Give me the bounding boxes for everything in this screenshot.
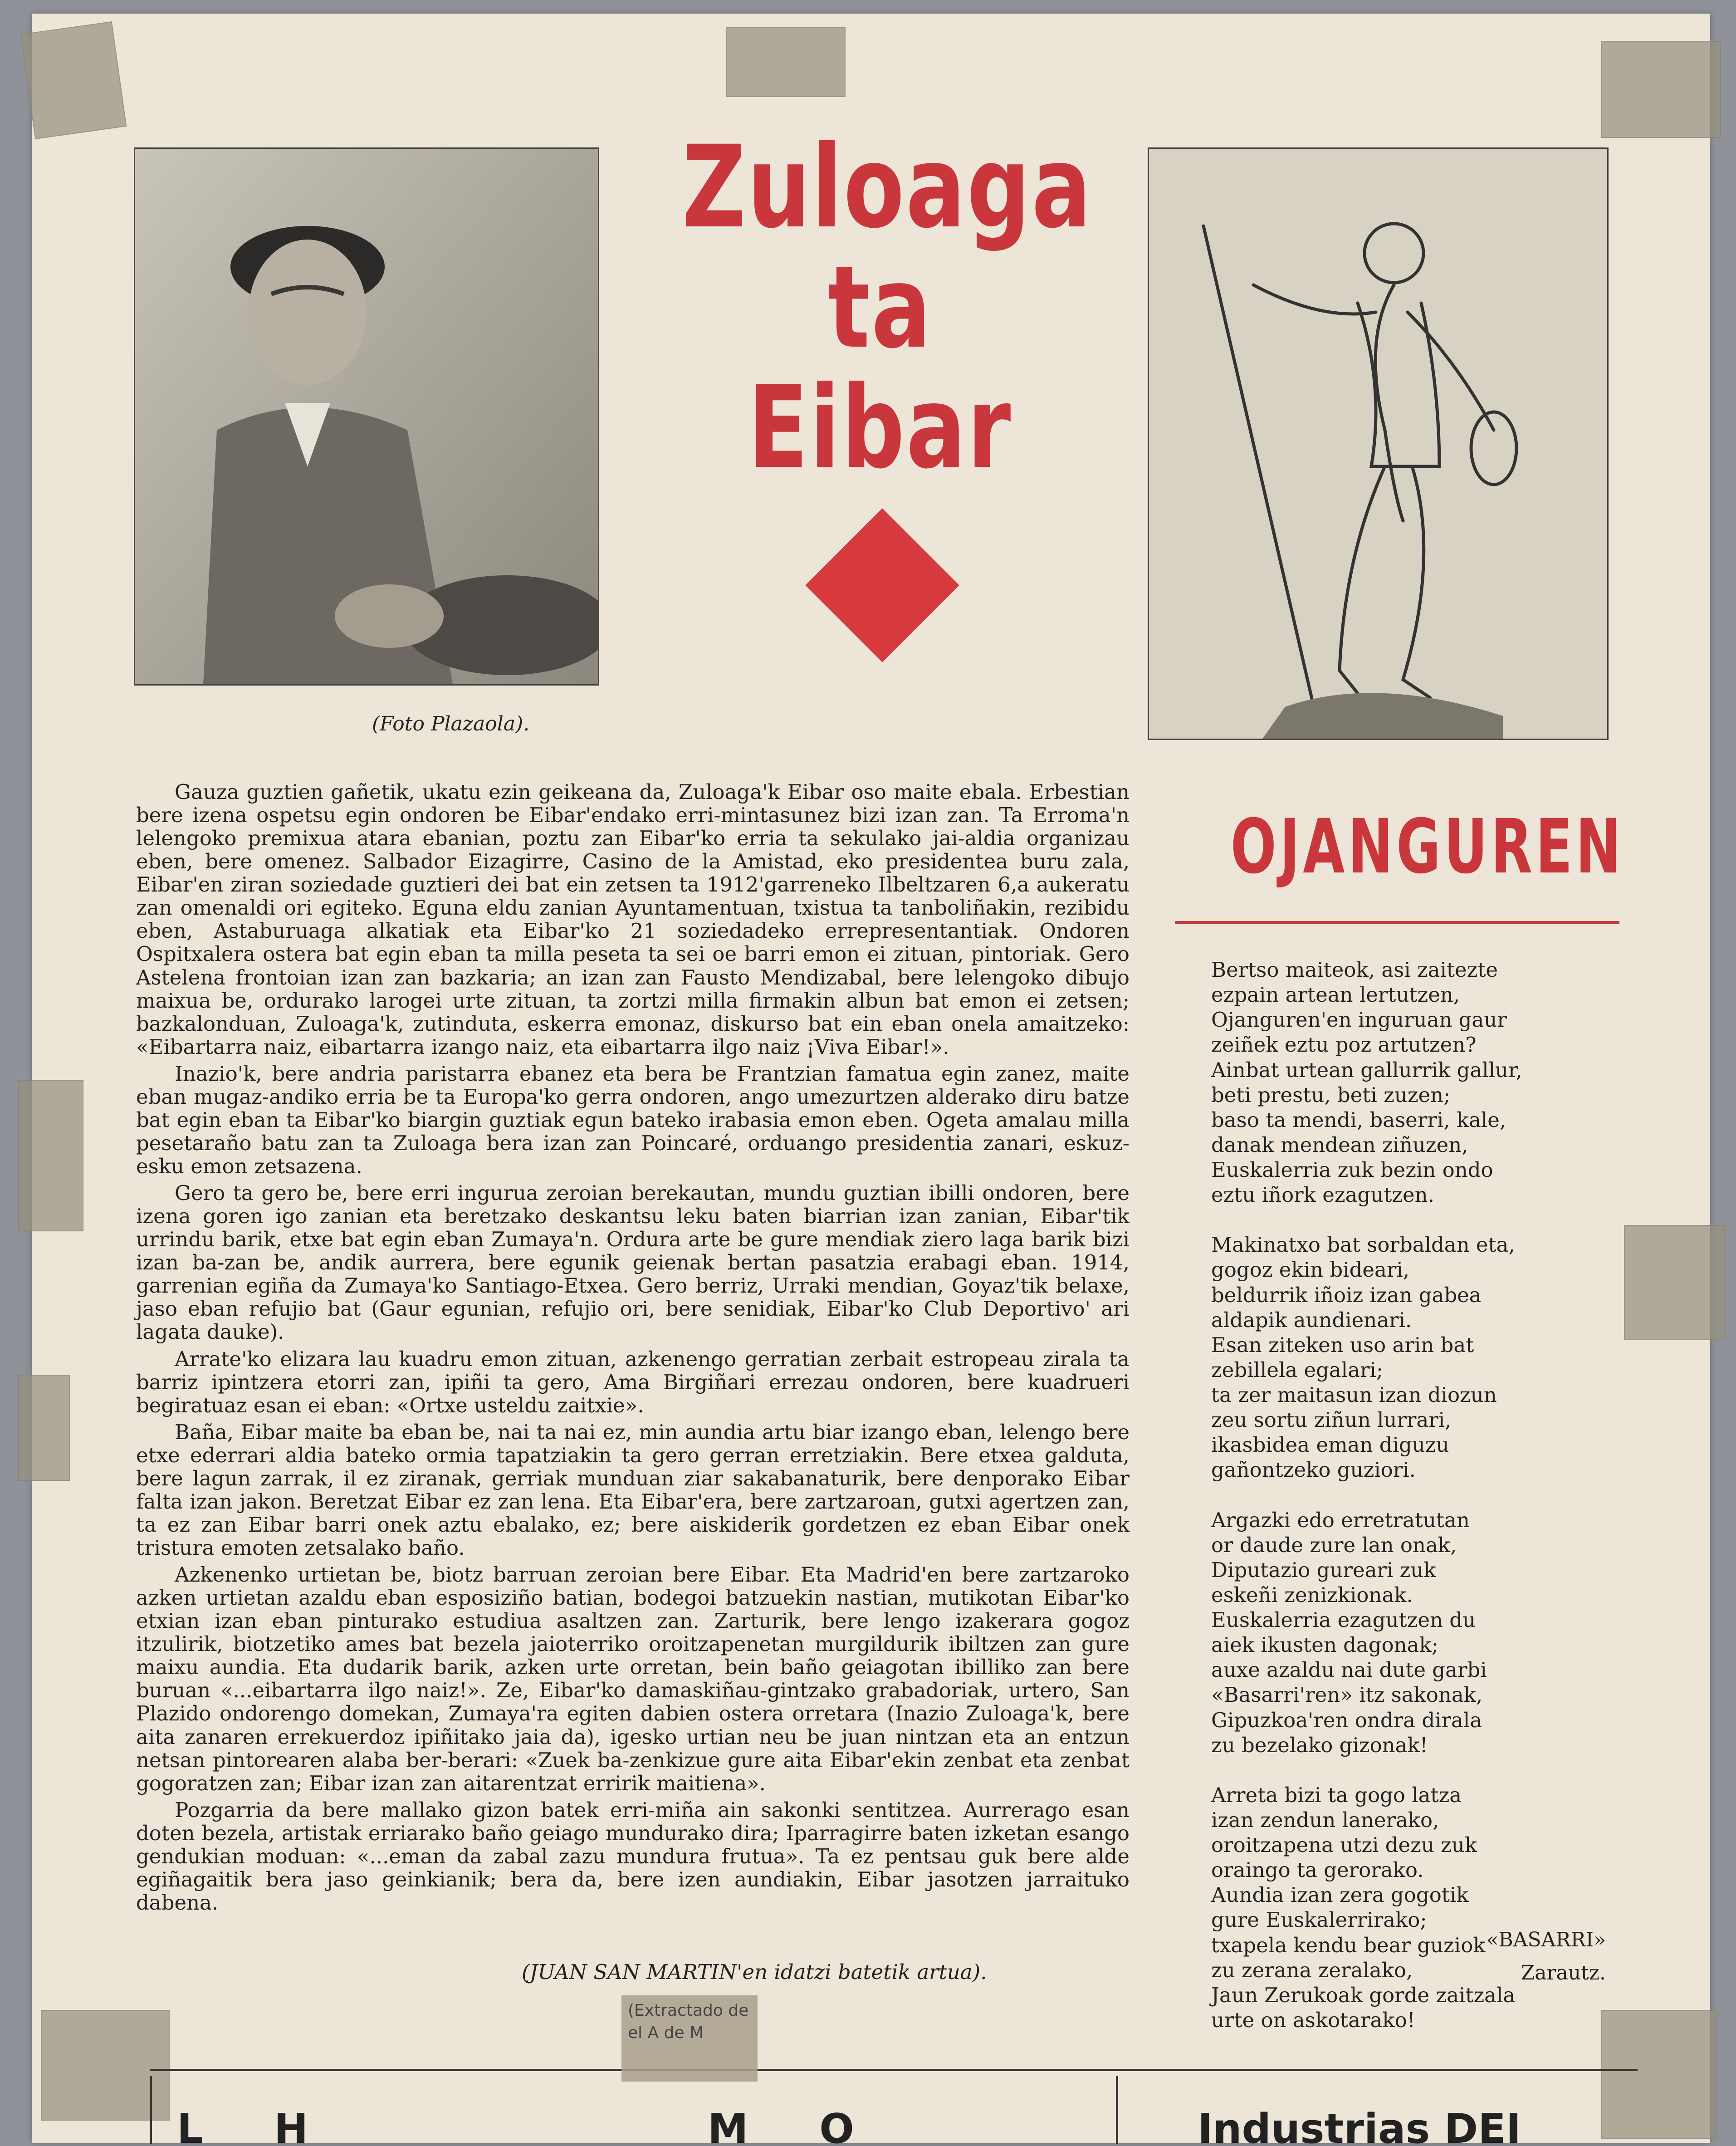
tape-top-right [1601, 41, 1721, 138]
poem-line: Makinatxo bat sorbaldan eta, [1211, 1233, 1515, 1257]
poem-line: auxe azaldu nai dute garbi [1211, 1658, 1487, 1682]
poem-verses [1211, 957, 1628, 2058]
poem-line: danak mendean ziñuzen, [1211, 1132, 1468, 1157]
poem-line: aldapik aundienari. [1211, 1308, 1412, 1332]
hiker-drawing [1149, 149, 1607, 739]
zuloaga-portrait-photo [134, 147, 599, 686]
poem-line: zu bezelako gizonak! [1211, 1733, 1428, 1757]
poem-stanza [1211, 957, 1628, 1207]
poem-line: zu zerana zeralako, [1211, 1958, 1413, 1982]
author-name: «BASARRI» [1486, 1928, 1606, 1951]
poem-line: Arreta bizi ta gogo latza [1211, 1783, 1462, 1807]
poem-line: Aundia izan zera gogotik [1211, 1883, 1469, 1907]
tape-top-center [726, 27, 846, 97]
poem-line: beldurrik iñoiz izan gabea [1211, 1283, 1482, 1307]
poem-line: gañontzeko guziori. [1211, 1458, 1416, 1482]
poem-line: ikasbidea eman diguzu [1211, 1433, 1449, 1457]
article-paragraph: Arrate'ko elizara lau kuadru emon zituan, azkenengo gerratian zerbait estropeau zirala ta barriz ipintzera etorri zan, ipiñi ta gero, Ama Birgiñari errezau ondoren, bere kuadrueri begiratuaz esan ei eban: «Ortxe usteldu zaitxie». [136, 1347, 1130, 1417]
poem-line: Ojanguren'en inguruan gaur [1211, 1008, 1507, 1032]
column-divider [1116, 2076, 1118, 2144]
poem-line: gogoz ekin bideari, [1211, 1258, 1410, 1282]
photo-caption: (Foto Plazaola). [372, 712, 530, 735]
stamp-line: el A de M [628, 2023, 704, 2042]
poem-line: Argazki edo erretratutan [1211, 1508, 1470, 1532]
poem-line: «Basarri'ren» itz sakonak, [1211, 1683, 1483, 1707]
next-article-fragment: Industrias DEI [1198, 2105, 1521, 2146]
poem-line: Gipuzkoa'ren ondra dirala [1211, 1708, 1482, 1732]
tape-top-left [20, 21, 127, 139]
next-article-fragment: L H [177, 2105, 308, 2146]
poem-line: ezpain artean lertutzen, [1211, 983, 1460, 1007]
poem-line: zeiñek eztu poz artutzen? [1211, 1033, 1477, 1057]
sidebar-title: OJANGUREN [1230, 803, 1624, 890]
title-underline [1175, 921, 1619, 924]
poem-line: izan zendun lanerako, [1211, 1808, 1439, 1832]
title-line-2: ta Eibar [748, 241, 1012, 494]
author-place: Zarautz. [1521, 1961, 1606, 1984]
poem-line: oraingo ta gerorako. [1211, 1858, 1424, 1882]
poem-line: Euskalerria ezagutzen du [1211, 1608, 1476, 1632]
poem-line: aiek ikusten dagonak; [1211, 1633, 1438, 1657]
poem-line: beti prestu, beti zuzen; [1211, 1083, 1451, 1107]
bottom-divider [150, 2069, 1638, 2071]
main-title [682, 121, 1093, 494]
article-body [136, 780, 1130, 1918]
poem-line: zebillela egalari; [1211, 1357, 1384, 1382]
poem-line: baso ta mendi, baserri, kale, [1211, 1107, 1506, 1132]
article-paragraph: Azkenenko urtietan be, biotz barruan zeroian bere Eibar. Eta Madrid'en bere zartzaroko azken urtietan azaldu eban esposiziño batian, bodegoi batzuekin nastian, mutikotan Eibar'ko etxian izan eban pinturako estudiua asaltzen zan. Zarturik, bere lengo izakerara gogoz itzulirik, biotzetiko ames bat bezela jaioterriko oroitzapenetan murgildurik ibiltzen zan gure maixu aundia. Eta dudarik barik, azken urte orretan, bein baño geiagotan ibilliko zan bere buruan «...eibartarra ilgo naiz!». Ze, Eibar'ko damaskiñau-gintzako grabadoriak, urtero, San Plazido ondorengo domekan, Zumaya'ra egiten dabien ostera orretara (Inazio Zuloaga'k, bere aita zanaren errekuerdoz ipiñitako jaia da), igesko urtian neu be juan nintzan eta an entzun netsan pintorearen alaba ber-berari: «Zuek ba-zenkizue gure aita Eibar'ekin zenbat eta zenbat gogoratzen zan; Eibar izan zan aitarentzat erririk maitiena». [136, 1563, 1130, 1795]
poem-line: txapela kendu bear guziok [1211, 1933, 1486, 1957]
stamp-line: (Extractado de [628, 2001, 749, 2020]
poem-line: Esan ziteken uso arin bat [1211, 1333, 1474, 1357]
poem-line: ta zer maitasun izan diozun [1211, 1383, 1497, 1407]
poem-line: eztu iñork ezagutzen. [1211, 1183, 1434, 1207]
poem-stanza [1211, 1783, 1628, 2033]
tape-left-mid [18, 1080, 83, 1231]
poem-line: oroitzapena utzi dezu zuk [1211, 1833, 1477, 1857]
poem-line: eskeñi zenizkionak. [1211, 1583, 1413, 1607]
poem-line: Ainbat urtean gallurrik gallur, [1211, 1058, 1522, 1082]
poem-line: Bertso maiteok, asi zaitezte [1211, 958, 1498, 982]
poem-line: Euskalerria zuk bezin ondo [1211, 1158, 1493, 1182]
portrait-image [135, 149, 598, 684]
article-paragraph: Gauza guztien gañetik, ukatu ezin geikeana da, Zuloaga'k Eibar oso maite ebala. Erbestian bere izena ospetsu egin ondoren be Eibar'endako erri-mintasunez bizi izan zan. Ta Erroma'n lelengoko premixua atara ebanian, poztu zan Eibar'ko erria ta sekulako jai-aldia organizau eben, bere omenez. Salbador Eizagirre, Casino de la Amistad, eko presidentea buru zala, Eibar'en ziran soziedade guztieri dei bat ein zetsen ta 1912'garreneko Ilbeltzaren 6,a aukeratu zan omenaldi ori egiteko. Eguna eldu zanian Ayuntamentuan, txistua ta tanboliñakin, rezibidu eben, Astaburuaga alkatiak eta Eibar'ko 21 soziedadeko errepresentantiak. Ondoren Ospitxalera ostera bat egin eban ta milla peseta ta sei oe barri emon ei zituan, pintoriak. Gero Astelena frontoian izan zan bazkaria; an izan zan Fausto Mendizabal, bere lelengoko dibujo maixua be, ordurako larogei urte zituan, ta zortzi milla firmakin albun bat emon ei zetsen; bazkalonduan, Zuloaga'k, zutinduta, eskerra emonaz, diskurso bat ein eban onela amaitzeko: «Eibartarra naiz, eibartarra izango naiz, eta eibartarra ilgo naiz ¡Viva Eibar!». [136, 780, 1130, 1059]
poem-line: or daude zure lan onak, [1211, 1533, 1457, 1557]
poem-line: zeu sortu ziñun lurrari, [1211, 1408, 1452, 1432]
article-paragraph: Pozgarria da bere mallako gizon batek erri-miña ain sakonki sentitzea. Aurrerago esan doten bezela, artistak erriarako baño geiago mundurako dira; Iparragirre baten izketan esango gendukian moduan: «...eman da zabal zazu mundura frutua». Ta ez pentsau guk bere alde egiñagaitik bera jaso geinkianik; bera da, bere izen aundiakin, Eibar jasotzen jarraituko dabena. [136, 1798, 1130, 1915]
title-line-1: Zuloaga [682, 121, 1093, 253]
article-paragraph: Inazio'k, bere andria paristarra ebanez eta bera be Frantzian famatua egin zanez, maite eban mugaz-andiko erria be ta Europa'ko gerra ondoren, ango umezurtzen alderako diru batze bat egin eban ta Eibar'ko biargin guztiak egun bateko irabasia emon eben. Ogeta amalau milla pesetaraño batu zan ta Zuloaga bera izan zan Poincaré, orduango presidentia zanari, eskuz-esku emon zetsazena. [136, 1061, 1130, 1178]
poem-line: gure Euskalerrirako; [1211, 1908, 1427, 1932]
poem-stanza [1211, 1232, 1628, 1482]
archive-stamp [621, 1995, 758, 2082]
poem-line: urte on askotarako! [1211, 2008, 1415, 2032]
article-paragraph: Gero ta gero be, bere erri ingurua zeroian berekautan, mundu guztian ibilli ondoren, bere izena goren igo zanian eta beretzako deskantsu leku baten biarrian izan zanian, Eibar'tik urrindu barik, etxe bat egin eban Zumaya'n. Ordura arte be gure mendiak ziero laga barik bizi izan ba-zan be, andik aurrera, bere egunik geienak bertan pasatzia erabagi eban. 1914, garrenian egiña da Zumaya'ko Santiago-Etxea. Gero berriz, Urraki mendian, Goyaz'tik belaxe, jaso eban refujio bat (Gaur egunian, refujio ori, bere senidiak, Eibar'ko Club Deportivo' ari lagata dauke). [136, 1181, 1130, 1344]
next-article-fragment: M O [708, 2105, 854, 2146]
tape-right-mid [1624, 1225, 1726, 1340]
article-paragraph: Baña, Eibar maite ba eban be, nai ta nai ez, min aundia artu biar izango eban, lelengo bere etxe ederrari aldia bateko ormia tapatziakin ta gero gerran erretziakin. Bere etxea galduta, bere lagun zarrak, il ez ziranak, gerriak munduan ziar sakabanaturik, bere denporako Eibar falta izan jakon. Beretzat Eibar ez zan lena. Eta Eibar'era, bere zartzaroan, gutxi agertzen zan, ta ez zan Eibar barri onek aztu ebalako, ez; bere aiskiderik gordetzen ez eban Eibar onek tristura emoten zetsalako baño. [136, 1420, 1130, 1560]
poem-line: Diputazio gureari zuk [1211, 1558, 1436, 1582]
poem-signature [1424, 1928, 1606, 1994]
column-divider [150, 2076, 152, 2144]
ojanguren-sketch [1148, 147, 1609, 740]
poem-stanza [1211, 1508, 1628, 1758]
article-byline: (JUAN SAN MARTIN'en idatzi batetik artua). [522, 1960, 987, 1984]
tape-left-low [18, 1375, 70, 1481]
poem-line: Jaun Zerukoak gorde zaitzala [1211, 1983, 1516, 2007]
